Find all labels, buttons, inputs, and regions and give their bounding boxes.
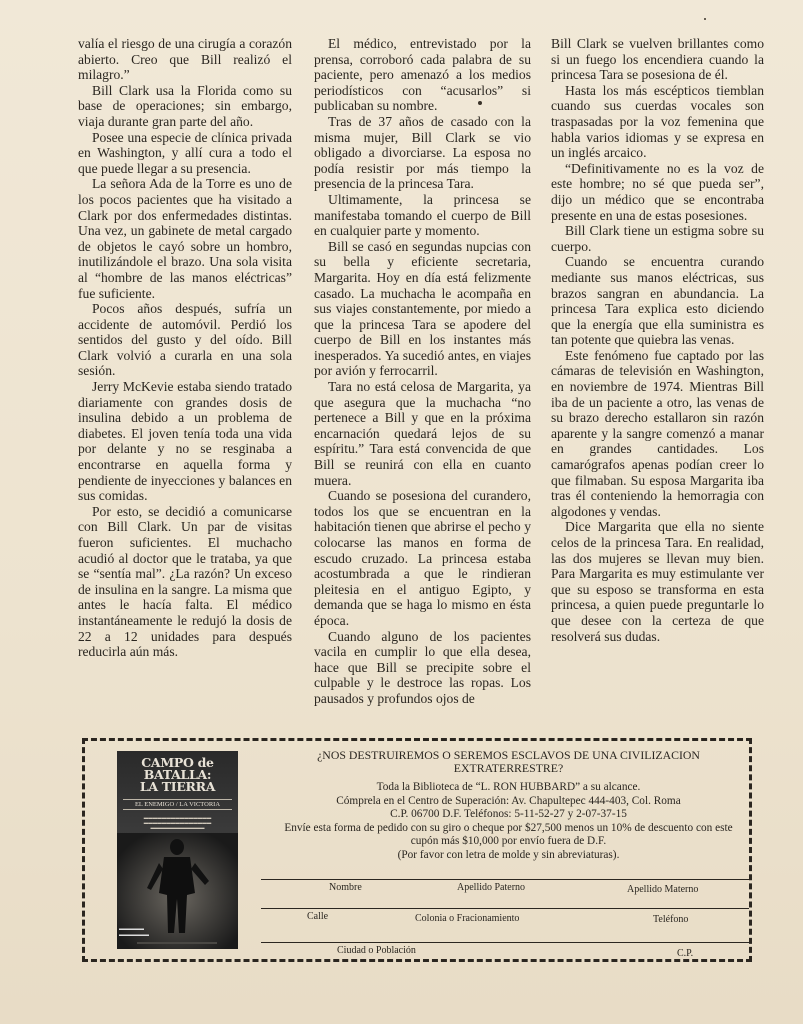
text-column-3 [551, 36, 764, 644]
paragraph: Bill se casó en segundas nupcias con su bella y eficiente secretaria, Margarita. Hoy en día está felizmente casado. La muchacha le acompaña en sus viajes constantemente, por miedo a que la princesa Tara se apodere del cuerpo de Bill en los instantes más inesperados. Ya sucedió antes, en viajes por avión y ferrocarril. [314, 238, 531, 379]
paragraph: Hasta los más escépticos tiemblan cuando sus cuerdas vocales son traspasadas por la voz femenina que habla varios idiomas y se expresa en un inglés arcaico. [551, 82, 764, 161]
text-column-2 [314, 36, 531, 707]
offer-note: (Por favor con letra de molde y sin abreviaturas). [397, 848, 620, 861]
paragraph: Dice Margarita que ella no siente celos de la princesa Tara. En realidad, las dos mujeres se llevan muy bien. Para Margarita es muy estimulante ver que su esposo se transforma en esta princesa, a quien puede preguntarle lo que desee con la certeza de que resolverá sus dudas. [551, 519, 764, 644]
book-title-line2: LA TIERRA [139, 779, 216, 794]
offer-price: Envíe esta forma de pedido con su giro o cheque por $27,500 menos un 10% de descuento con este cupón más $10,000 por envío fuera de D.F. [284, 821, 733, 848]
form-line-city[interactable] [261, 942, 749, 943]
label-telefono: Teléfono [653, 914, 689, 925]
paragraph: Ultimamente, la princesa se manifestaba tomando el cuerpo de Bill en cualquier parte y momento. [314, 191, 531, 239]
coupon-headline: ¿NOS DESTRUIREMOS O SEREMOS ESCLAVOS DE UNA CIVILIZACION EXTRATERRESTRE? [317, 748, 700, 775]
book-cover [117, 751, 238, 949]
label-apellido-materno: Apellido Materno [627, 884, 699, 895]
paragraph: Por esto, se decidió a comunicarse con Bill Clark. Un par de visitas fueron suficientes. El muchacho acudió al doctor que le trataba, ya que se “sentía mal”. ¿La razón? Un exceso de insulina en la sangre. La misma que antes le hacía falta. El médico instantáneamente le redujó la dosis de 22 a 12 unidades para después reducirla aún más. [78, 503, 292, 660]
offer-line: Toda la Biblioteca de “L. RON HUBBARD” a su alcance. [376, 781, 641, 793]
label-colonia: Colonia o Fracionamiento [415, 913, 520, 924]
paragraph: El médico, entrevistado por la prensa, corroboró cada palabra de su paciente, pero amenazó a los medios periodísticos con “acusarlos” si publicaban su nombre. [314, 36, 531, 114]
offer-text [271, 749, 746, 863]
label-nombre: Nombre [329, 882, 362, 893]
book-subtitle: EL ENEMIGO / LA VICTORIA [123, 799, 232, 810]
paragraph: Bill Clark usa la Florida como su base de operaciones; sin embargo, viaja durante gran parte del año. [78, 82, 292, 129]
paragraph: Cuando se encuentra curando mediante sus manos eléctricas, sus brazos sangran en abundancia. La princesa Tara explica esto diciendo que la energía que ella suministra es tan potente que quiebra las venas. [551, 254, 764, 348]
paragraph: “Definitivamente no es la voz de este hombre; no sé que pueda ser”, dijo un médico que se encontraba presente en una de estas posesiones. [551, 160, 764, 223]
paragraph: Bill Clark tiene un estigma sobre su cuerpo. [551, 223, 764, 254]
label-calle: Calle [307, 911, 329, 922]
label-apellido-paterno: Apellido Paterno [457, 882, 526, 893]
book-imprint-marks: ▬▬▬▬▬ ▬▬▬▬▬▬ [119, 927, 149, 938]
ink-speck [478, 101, 482, 105]
offer-address: Cómprela en el Centro de Superación: Av. Chapultepec 444-403, Col. Roma [336, 794, 681, 807]
paragraph: Posee una especie de clínica privada en Washington, y allí cura a todo el que puede llegar a su presencia. [78, 129, 292, 176]
offer-phones: C.P. 06700 D.F. Teléfonos: 5-11-52-27 y 2-07-37-15 [390, 808, 627, 821]
book-title [117, 757, 238, 793]
paragraph: Cuando se posesiona del curandero, todos los que se encuentran en la habitación tienen que abrirse el pecho y colocarse las manos en forma de escudo cruzado. La princesa estaba acostumbrada a que le rindieran pleitesia en el antiguo Egipto, y demanda que se haga lo mismo en ésta época. [314, 488, 531, 628]
paragraph: Pocos años después, sufría un accidente de automóvil. Perdió los sentidos del gusto y del oído. Bill Clark volvió a curarla en una sola sesión. [78, 301, 292, 379]
paragraph: Este fenómeno fue captado por las cámaras de televisión en Washington, en noviembre de 1974. Mientras Bill iba de un paciente a otro, las venas de su brazo derecho estallaron sin razón aparente y la sangre comenzó a manar en grandes cantidades. Los camarógrafos apenas podían creer lo que filmaban. Su esposa Margarita iba tras él conteniendo la hemorragia con algodones y vendas. [551, 347, 764, 519]
text-column-1 [78, 36, 292, 660]
paragraph: Tras de 37 años de casado con la misma mujer, Bill Clark se vio obligado a divorciarse. La esposa no podía resistir por más tiempo la presencia de la princesa Tara. [314, 113, 531, 192]
form-line-name[interactable] [261, 879, 749, 880]
paragraph: Jerry McKevie estaba siendo tratado diariamente con grandes dosis de insulina debido a un problema de diabetes. El joven tenía toda una vida por delante y no se resginaba a encontrarse en aquella forma y pendiente de inyecciones y balances en sus comidas. [78, 379, 292, 504]
form-line-address[interactable] [261, 908, 749, 909]
paragraph: valía el riesgo de una cirugía a corazón abierto. Creo que Bill realizó el milagro.” [78, 36, 292, 83]
paragraph: Cuando alguno de los pacientes vacila en cumplir lo que ella desea, hace que Bill se precipite sobre el culpable y le destroce las ropas. Los pausados y profundos ojos de [314, 628, 531, 706]
book-blurb-lines: ▬▬▬▬▬▬▬▬▬▬▬▬▬▬▬ ▬▬▬▬▬▬▬▬▬▬▬▬▬▬▬ ▬▬▬▬▬▬▬▬▬▬▬▬ [143, 815, 212, 830]
label-ciudad: Ciudad o Población [337, 945, 416, 956]
order-coupon [82, 738, 752, 962]
label-cp: C.P. [677, 948, 694, 959]
paragraph: Bill Clark se vuelven brillantes como si un fuego los encendiera cuando la princesa Tara se posesiona de él. [551, 36, 764, 83]
ink-speck [704, 18, 706, 20]
paragraph: La señora Ada de la Torre es uno de los pocos pacientes que ha visitado a Clark por dos enfermedades distintas. Una vez, un gabinete de metal cargado de objetos le cayó sobre un hombro, inutilizándole el brazo. Una sola visita al “hombre de las manos eléctricas” fue suficiente. [78, 176, 292, 301]
book-title-line1: CAMPO de BATALLA: [141, 755, 214, 782]
paragraph: Tara no está celosa de Margarita, ya que asegura que la muchacha “no pertenece a Bill y que en la próxima encarnación quedará lejos de su espíritu.” Tara está convencida de que Bill se reunirá con ella en cuanto muera. [314, 379, 531, 488]
